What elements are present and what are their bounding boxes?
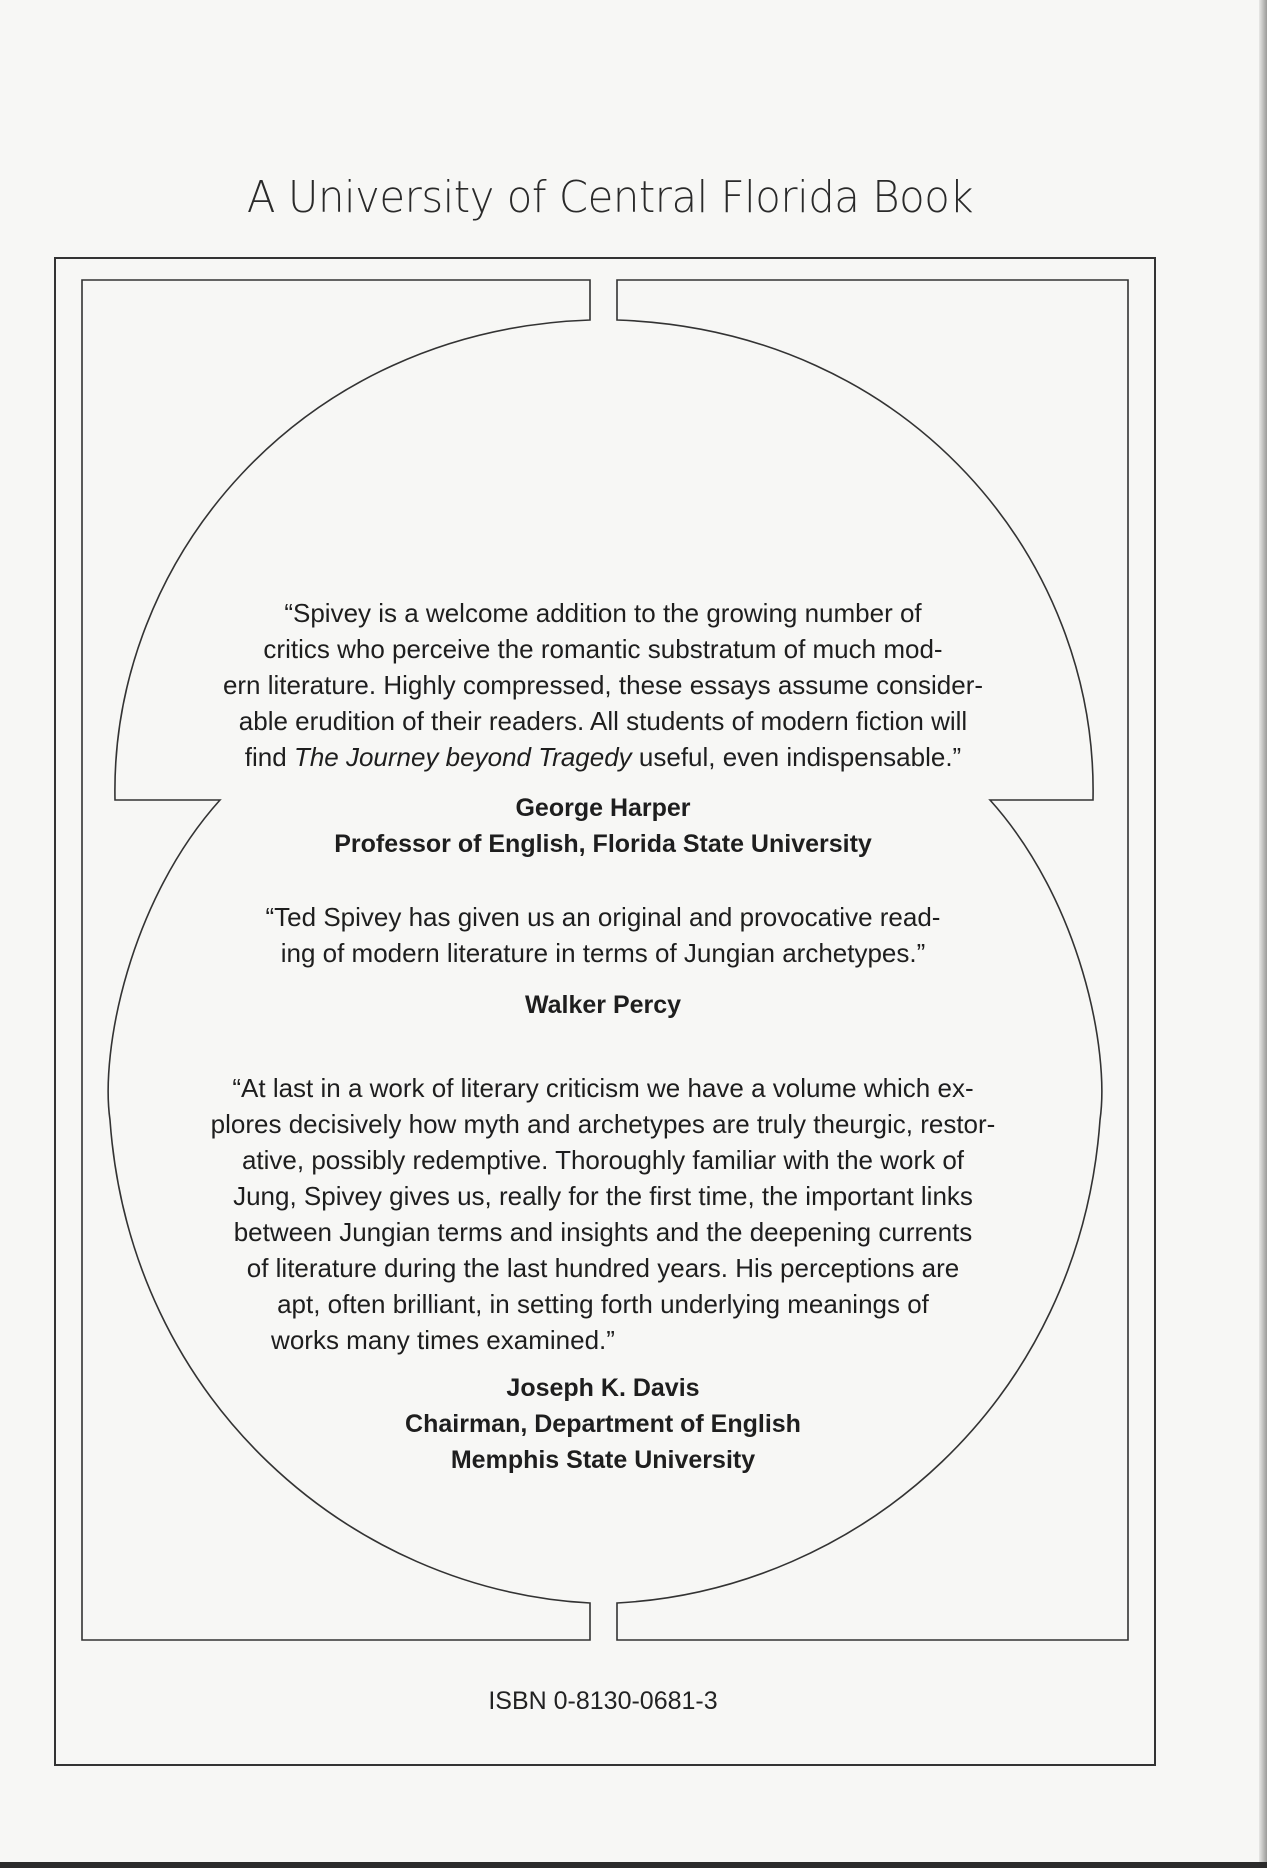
attribution-name: Joseph K. Davis <box>506 1374 700 1402</box>
quote-line: able erudition of their readers. All students of modern fiction will <box>238 706 968 736</box>
attribution-title: Chairman, Department of English <box>405 1410 801 1438</box>
attribution-affiliation: Memphis State University <box>450 1446 756 1474</box>
attribution-title: Professor of English, Florida State University <box>334 830 872 858</box>
quote-line: between Jungian terms and insights and the deepening currents <box>233 1217 973 1247</box>
publisher-series-title: A University of Central Florida Book <box>246 172 974 223</box>
quote-text: useful, even indispensable.” <box>631 742 962 772</box>
page-edge-bottom <box>0 1862 1267 1868</box>
attribution-name: George Harper <box>515 794 691 822</box>
quote-line: “At last in a work of literary criticism we have a volume which ex- <box>232 1073 974 1103</box>
quote-line: “Ted Spivey has given us an original and provocative read- <box>265 902 941 932</box>
quote-line: of literature during the last hundred years. His perceptions are <box>246 1253 960 1283</box>
page-edge-shadow <box>1259 0 1267 1868</box>
quote-line: works many times examined.” <box>271 1325 615 1355</box>
quote-line <box>0 742 1206 772</box>
quote-line: critics who perceive the romantic substratum of much mod- <box>263 634 943 664</box>
quote-line: ern literature. Highly compressed, these essays assume consider- <box>222 670 984 700</box>
quote-line: Jung, Spivey gives us, really for the first time, the important links <box>233 1181 973 1211</box>
quote-line: apt, often brilliant, in setting forth underlying meanings of <box>277 1289 929 1319</box>
book-title: The Journey beyond Tragedy <box>293 742 632 772</box>
isbn: ISBN 0-8130-0681-3 <box>488 1687 718 1715</box>
quote-line: plores decisively how myth and archetypes are truly theurgic, restor- <box>210 1109 996 1139</box>
quote-line: ing of modern literature in terms of Jungian archetypes.” <box>280 938 926 968</box>
quote-line: ative, possibly redemptive. Thoroughly familiar with the work of <box>241 1145 965 1175</box>
quote-text: find <box>244 742 294 772</box>
attribution-name: Walker Percy <box>524 991 682 1019</box>
quote-line: “Spivey is a welcome addition to the growing number of <box>284 598 922 628</box>
